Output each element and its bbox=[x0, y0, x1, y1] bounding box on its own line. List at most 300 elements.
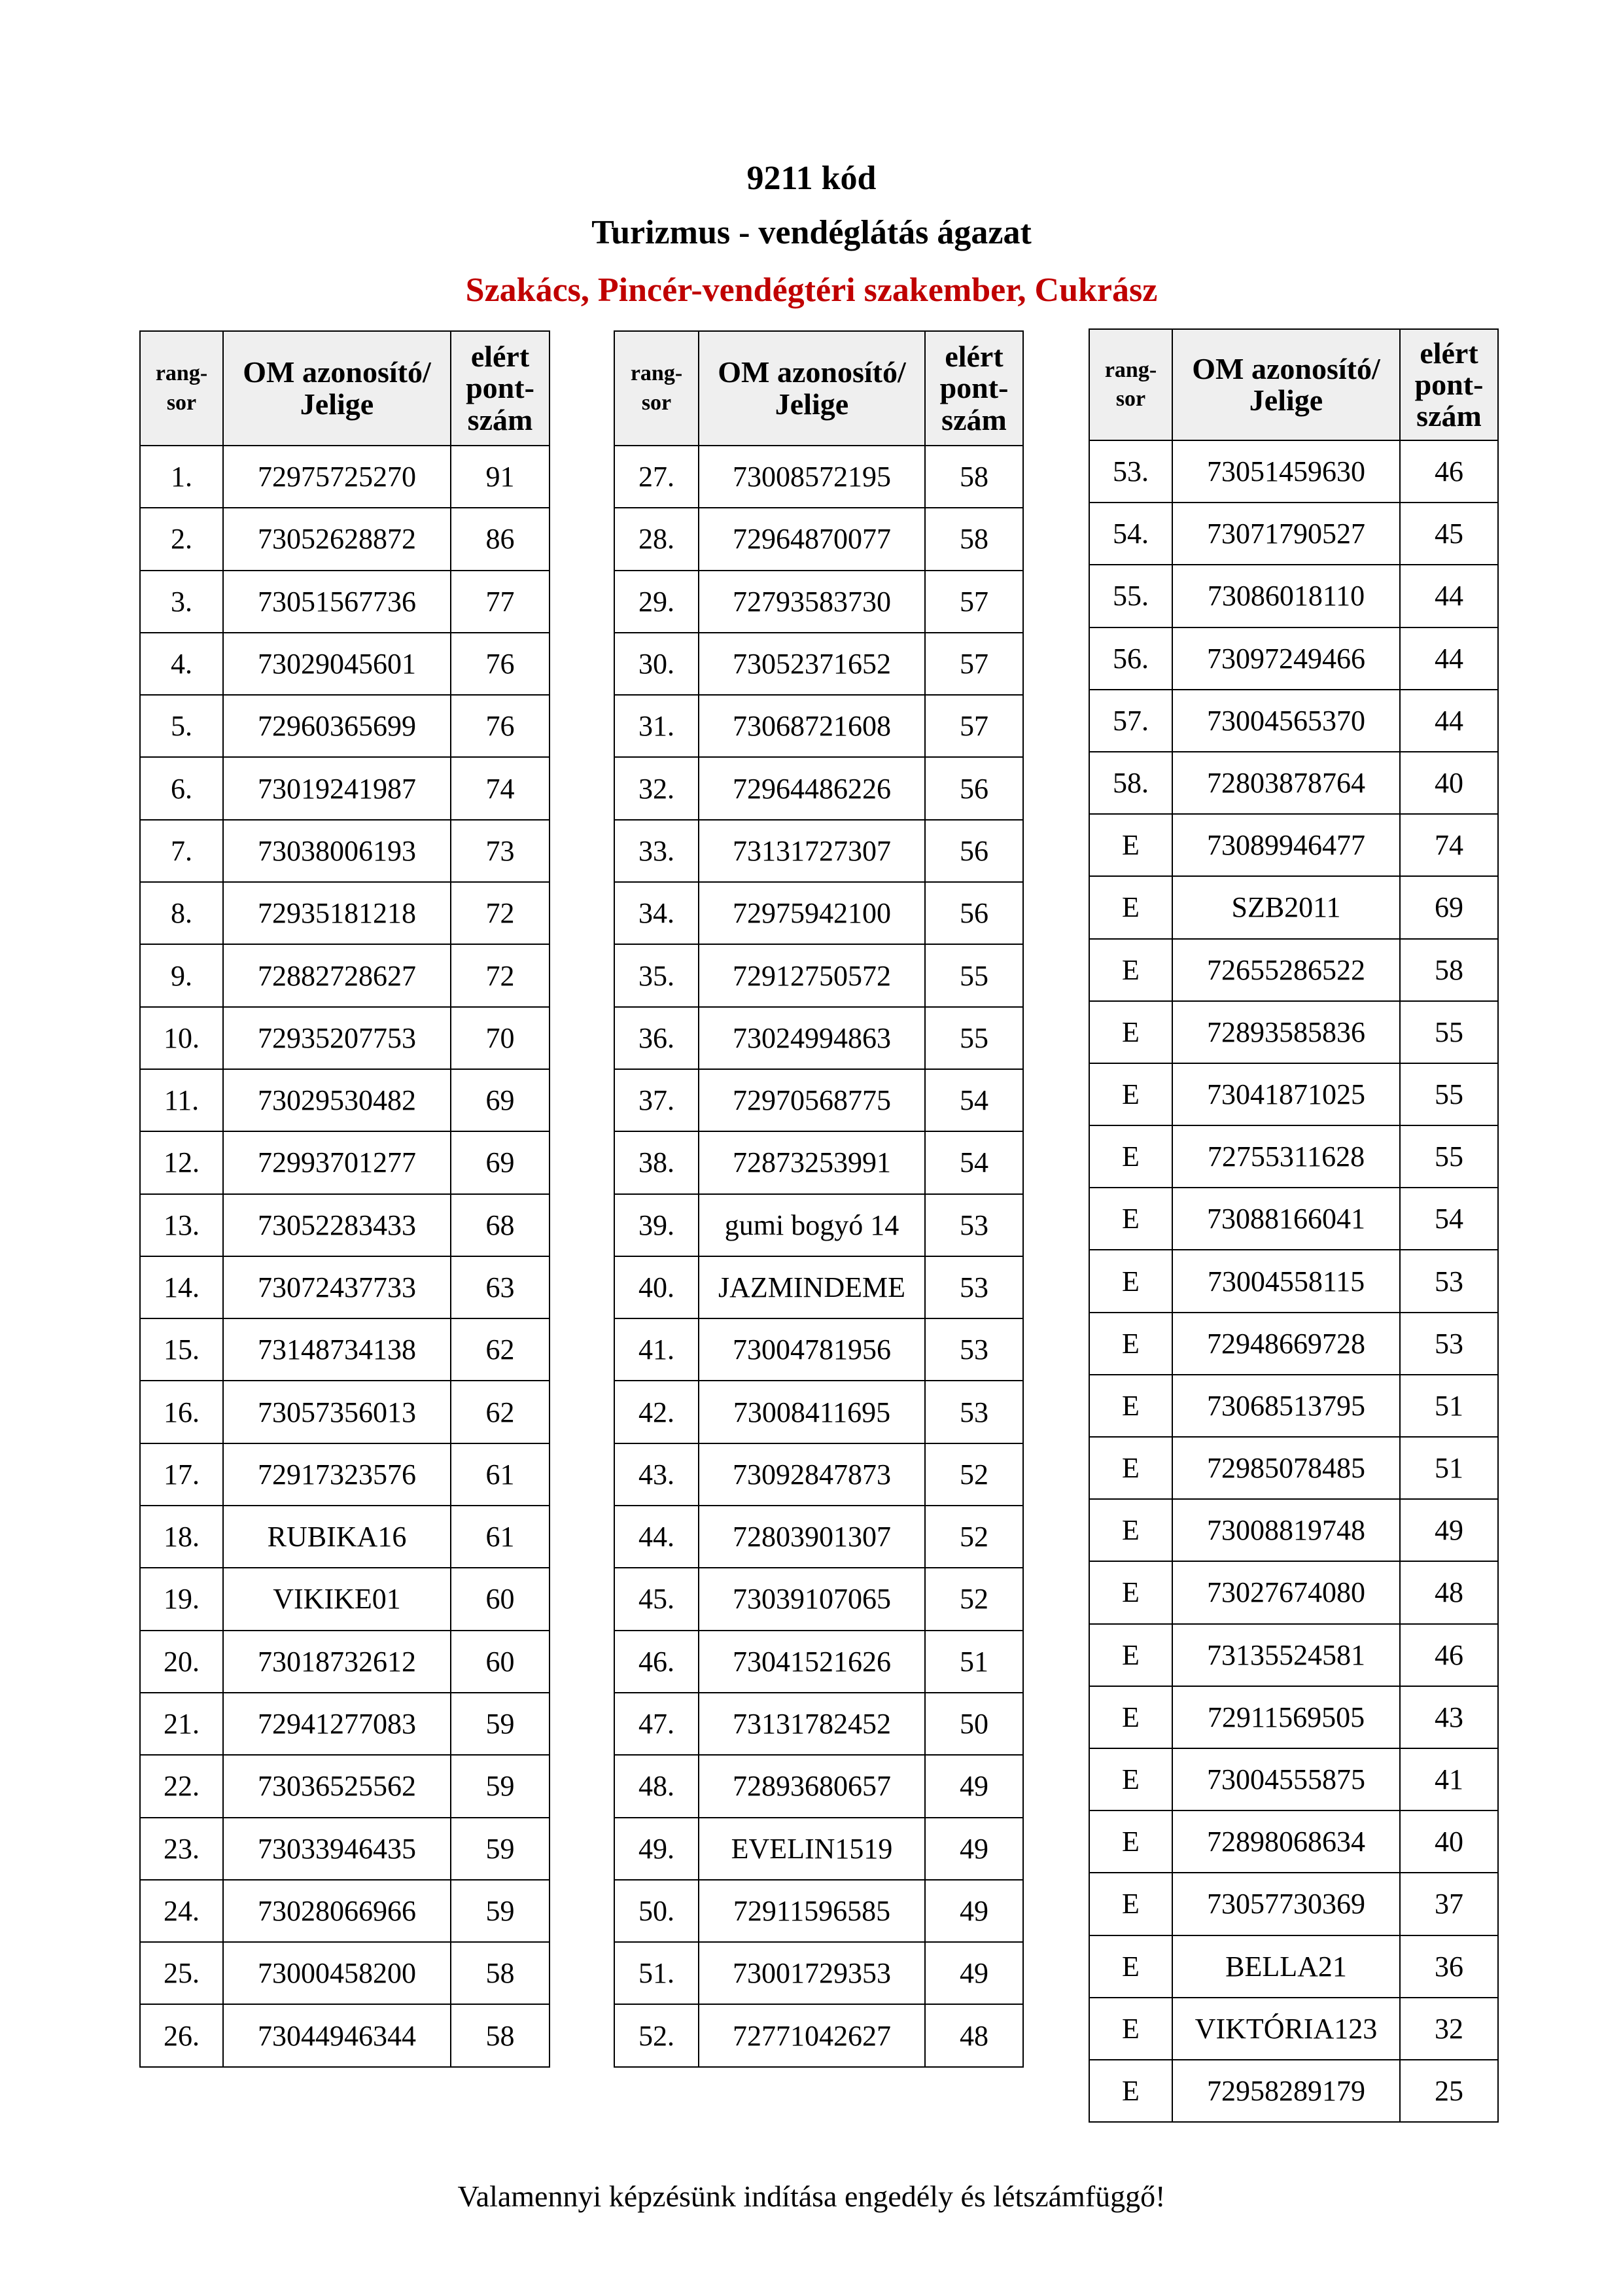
rank-cell: 26. bbox=[140, 2004, 223, 2066]
om-cell: 73051567736 bbox=[223, 571, 451, 633]
om-cell: 73131782452 bbox=[699, 1693, 925, 1755]
table-row bbox=[1089, 1188, 1498, 1250]
om-cell: 72793583730 bbox=[699, 571, 925, 633]
points-header: elért pont- szám bbox=[451, 331, 550, 446]
om-cell: 73004781956 bbox=[699, 1318, 925, 1381]
om-cell: 72975942100 bbox=[699, 882, 925, 944]
table-row bbox=[614, 633, 1023, 695]
points-cell: 53 bbox=[925, 1318, 1023, 1381]
table-row bbox=[614, 1942, 1023, 2004]
om-cell: 73135524581 bbox=[1172, 1624, 1400, 1686]
om-cell: 72993701277 bbox=[223, 1131, 451, 1193]
rank-cell: 41. bbox=[614, 1318, 699, 1381]
table-row bbox=[1089, 939, 1498, 1001]
points-cell: 51 bbox=[1400, 1375, 1498, 1437]
om-cell: 72655286522 bbox=[1172, 939, 1400, 1001]
rank-cell: 11. bbox=[140, 1069, 223, 1131]
rank-cell: 7. bbox=[140, 820, 223, 882]
points-cell: 52 bbox=[925, 1568, 1023, 1630]
rank-cell: 6. bbox=[140, 757, 223, 819]
points-cell: 61 bbox=[451, 1443, 550, 1506]
rank-cell: 55. bbox=[1089, 565, 1172, 627]
rank-header: rang- sor bbox=[614, 331, 699, 446]
table-row bbox=[140, 757, 550, 819]
table-row bbox=[614, 1318, 1023, 1381]
points-cell: 48 bbox=[1400, 1561, 1498, 1623]
points-cell: 56 bbox=[925, 882, 1023, 944]
rank-cell: E bbox=[1089, 1686, 1172, 1748]
rank-cell: 51. bbox=[614, 1942, 699, 2004]
rank-cell: 56. bbox=[1089, 627, 1172, 690]
points-cell: 63 bbox=[451, 1256, 550, 1318]
om-cell: 73029530482 bbox=[223, 1069, 451, 1131]
rank-cell: 14. bbox=[140, 1256, 223, 1318]
om-cell: 73004565370 bbox=[1172, 690, 1400, 752]
rank-cell: E bbox=[1089, 1873, 1172, 1935]
rank-cell: E bbox=[1089, 1935, 1172, 1998]
points-cell: 73 bbox=[451, 820, 550, 882]
points-cell: 50 bbox=[925, 1693, 1023, 1755]
om-cell: 72917323576 bbox=[223, 1443, 451, 1506]
rank-cell: E bbox=[1089, 1748, 1172, 1810]
table-row bbox=[1089, 1063, 1498, 1125]
om-cell: 73092847873 bbox=[699, 1443, 925, 1506]
points-cell: 51 bbox=[1400, 1437, 1498, 1499]
points-cell: 91 bbox=[451, 446, 550, 508]
document-code: 9211 kód bbox=[746, 160, 877, 197]
rank-cell: 29. bbox=[614, 571, 699, 633]
table-row bbox=[140, 1256, 550, 1318]
points-cell: 44 bbox=[1400, 627, 1498, 690]
table-row bbox=[140, 695, 550, 757]
rank-cell: 39. bbox=[614, 1194, 699, 1256]
points-cell: 59 bbox=[451, 1818, 550, 1880]
footer-note: Valamennyi képzésünk indítása engedély és létszámfüggő! bbox=[457, 2180, 1166, 2213]
rank-cell: 54. bbox=[1089, 503, 1172, 565]
points-cell: 72 bbox=[451, 944, 550, 1006]
rank-cell: 32. bbox=[614, 757, 699, 819]
rank-cell: 37. bbox=[614, 1069, 699, 1131]
table-row bbox=[614, 1693, 1023, 1755]
rank-header: rang- sor bbox=[140, 331, 223, 446]
points-cell: 55 bbox=[1400, 1001, 1498, 1063]
table-row bbox=[140, 1693, 550, 1755]
om-cell: 72893680657 bbox=[699, 1755, 925, 1817]
table-row bbox=[614, 1381, 1023, 1443]
table-row bbox=[614, 571, 1023, 633]
table-row bbox=[614, 1007, 1023, 1069]
rank-cell: 42. bbox=[614, 1381, 699, 1443]
points-cell: 53 bbox=[925, 1256, 1023, 1318]
rank-cell: 10. bbox=[140, 1007, 223, 1069]
table-row bbox=[614, 1443, 1023, 1506]
om-cell: 73004555875 bbox=[1172, 1748, 1400, 1810]
table-row bbox=[1089, 876, 1498, 938]
om-cell: 73041871025 bbox=[1172, 1063, 1400, 1125]
om-cell: SZB2011 bbox=[1172, 876, 1400, 938]
points-cell: 40 bbox=[1400, 1810, 1498, 1873]
table-row bbox=[1089, 752, 1498, 814]
points-cell: 59 bbox=[451, 1693, 550, 1755]
rank-cell: E bbox=[1089, 1313, 1172, 1375]
om-cell: 73033946435 bbox=[223, 1818, 451, 1880]
rank-cell: 30. bbox=[614, 633, 699, 695]
om-cell: 73068513795 bbox=[1172, 1375, 1400, 1437]
rank-cell: 25. bbox=[140, 1942, 223, 2004]
points-cell: 57 bbox=[925, 695, 1023, 757]
om-cell: 73019241987 bbox=[223, 757, 451, 819]
table-row bbox=[614, 1755, 1023, 1817]
om-cell: 72985078485 bbox=[1172, 1437, 1400, 1499]
om-cell: 73068721608 bbox=[699, 695, 925, 757]
table-row bbox=[140, 1631, 550, 1693]
om-cell: JAZMINDEME bbox=[699, 1256, 925, 1318]
table-row bbox=[1089, 503, 1498, 565]
table-row bbox=[140, 1818, 550, 1880]
points-cell: 55 bbox=[1400, 1063, 1498, 1125]
table-header-row bbox=[140, 331, 550, 446]
om-cell: 72755311628 bbox=[1172, 1125, 1400, 1188]
table-row bbox=[1089, 1561, 1498, 1623]
om-cell: 72898068634 bbox=[1172, 1810, 1400, 1873]
rank-cell: 20. bbox=[140, 1631, 223, 1693]
om-cell: 73086018110 bbox=[1172, 565, 1400, 627]
points-cell: 60 bbox=[451, 1568, 550, 1630]
om-cell: VIKIKE01 bbox=[223, 1568, 451, 1630]
om-cell: 73029045601 bbox=[223, 633, 451, 695]
points-cell: 53 bbox=[1400, 1250, 1498, 1312]
points-cell: 60 bbox=[451, 1631, 550, 1693]
table-row bbox=[614, 1194, 1023, 1256]
rank-cell: 53. bbox=[1089, 440, 1172, 503]
rank-cell: 12. bbox=[140, 1131, 223, 1193]
points-cell: 58 bbox=[451, 1942, 550, 2004]
om-cell: 72941277083 bbox=[223, 1693, 451, 1755]
table-row bbox=[1089, 1125, 1498, 1188]
points-cell: 53 bbox=[925, 1381, 1023, 1443]
rank-cell: E bbox=[1089, 1561, 1172, 1623]
points-cell: 49 bbox=[925, 1818, 1023, 1880]
rank-cell: E bbox=[1089, 1810, 1172, 1873]
om-cell: 72911569505 bbox=[1172, 1686, 1400, 1748]
table-row bbox=[140, 1755, 550, 1817]
table-row bbox=[140, 944, 550, 1006]
table-row bbox=[1089, 440, 1498, 503]
table-row bbox=[614, 1256, 1023, 1318]
om-cell: 73089946477 bbox=[1172, 814, 1400, 876]
om-cell: 73027674080 bbox=[1172, 1561, 1400, 1623]
om-cell: gumi bogyó 14 bbox=[699, 1194, 925, 1256]
rank-cell: 13. bbox=[140, 1194, 223, 1256]
rank-cell: 17. bbox=[140, 1443, 223, 1506]
rank-cell: 31. bbox=[614, 695, 699, 757]
points-cell: 53 bbox=[1400, 1313, 1498, 1375]
table-row bbox=[1089, 1998, 1498, 2060]
rank-cell: E bbox=[1089, 1499, 1172, 1561]
rank-cell: 46. bbox=[614, 1631, 699, 1693]
table-row bbox=[614, 446, 1023, 508]
table-row bbox=[1089, 1250, 1498, 1312]
rank-cell: E bbox=[1089, 1125, 1172, 1188]
points-cell: 43 bbox=[1400, 1686, 1498, 1748]
table-row bbox=[614, 882, 1023, 944]
om-cell: 73000458200 bbox=[223, 1942, 451, 2004]
om-cell: 73057730369 bbox=[1172, 1873, 1400, 1935]
points-cell: 54 bbox=[925, 1131, 1023, 1193]
rank-cell: E bbox=[1089, 1624, 1172, 1686]
om-cell: 73051459630 bbox=[1172, 440, 1400, 503]
points-cell: 54 bbox=[925, 1069, 1023, 1131]
om-cell: 73001729353 bbox=[699, 1942, 925, 2004]
points-cell: 44 bbox=[1400, 690, 1498, 752]
om-cell: 73038006193 bbox=[223, 820, 451, 882]
om-cell: 72803901307 bbox=[699, 1506, 925, 1568]
rank-cell: E bbox=[1089, 939, 1172, 1001]
table-row bbox=[140, 446, 550, 508]
points-cell: 72 bbox=[451, 882, 550, 944]
rank-cell: 43. bbox=[614, 1443, 699, 1506]
om-cell: 73052371652 bbox=[699, 633, 925, 695]
rank-cell: 18. bbox=[140, 1506, 223, 1568]
om-header: OM azonosító/ Jelige bbox=[223, 331, 451, 446]
om-cell: 73041521626 bbox=[699, 1631, 925, 1693]
table-row bbox=[1089, 1375, 1498, 1437]
rank-cell: 19. bbox=[140, 1568, 223, 1630]
rank-cell: 1. bbox=[140, 446, 223, 508]
points-cell: 48 bbox=[925, 2004, 1023, 2066]
table-row bbox=[614, 1506, 1023, 1568]
table-row bbox=[614, 1131, 1023, 1193]
om-cell: 72964486226 bbox=[699, 757, 925, 819]
rank-cell: 24. bbox=[140, 1880, 223, 1942]
sector-title: Turizmus - vendéglátás ágazat bbox=[591, 214, 1032, 251]
points-cell: 32 bbox=[1400, 1998, 1498, 2060]
rank-cell: 28. bbox=[614, 508, 699, 570]
rank-cell: 35. bbox=[614, 944, 699, 1006]
om-cell: 73057356013 bbox=[223, 1381, 451, 1443]
rank-cell: E bbox=[1089, 1250, 1172, 1312]
table-row bbox=[1089, 1313, 1498, 1375]
om-cell: 72958289179 bbox=[1172, 2060, 1400, 2122]
points-cell: 69 bbox=[451, 1069, 550, 1131]
om-cell: 73097249466 bbox=[1172, 627, 1400, 690]
om-cell: 72970568775 bbox=[699, 1069, 925, 1131]
rank-cell: 9. bbox=[140, 944, 223, 1006]
table-row bbox=[140, 1131, 550, 1193]
ranking-table-2 bbox=[614, 330, 1024, 2068]
points-cell: 86 bbox=[451, 508, 550, 570]
table-row bbox=[140, 820, 550, 882]
points-cell: 58 bbox=[1400, 939, 1498, 1001]
table-row bbox=[1089, 1001, 1498, 1063]
rank-cell: 5. bbox=[140, 695, 223, 757]
table-row bbox=[614, 1069, 1023, 1131]
om-cell: 73044946344 bbox=[223, 2004, 451, 2066]
table-row bbox=[140, 1007, 550, 1069]
table-row bbox=[614, 2004, 1023, 2066]
points-cell: 58 bbox=[925, 508, 1023, 570]
table-row bbox=[614, 1880, 1023, 1942]
rank-cell: 2. bbox=[140, 508, 223, 570]
points-cell: 58 bbox=[925, 446, 1023, 508]
points-cell: 54 bbox=[1400, 1188, 1498, 1250]
rank-cell: 33. bbox=[614, 820, 699, 882]
ranking-table-3 bbox=[1089, 328, 1499, 2123]
rank-cell: 45. bbox=[614, 1568, 699, 1630]
points-cell: 41 bbox=[1400, 1748, 1498, 1810]
rank-cell: E bbox=[1089, 1375, 1172, 1437]
rank-header: rang- sor bbox=[1089, 329, 1172, 440]
table-row bbox=[140, 1069, 550, 1131]
rank-cell: E bbox=[1089, 876, 1172, 938]
rank-cell: 48. bbox=[614, 1755, 699, 1817]
points-cell: 59 bbox=[451, 1755, 550, 1817]
om-cell: 72912750572 bbox=[699, 944, 925, 1006]
points-cell: 55 bbox=[925, 944, 1023, 1006]
points-cell: 46 bbox=[1400, 440, 1498, 503]
points-cell: 53 bbox=[925, 1194, 1023, 1256]
table-row bbox=[1089, 1873, 1498, 1935]
table-row bbox=[140, 508, 550, 570]
table-row bbox=[1089, 627, 1498, 690]
rank-cell: 52. bbox=[614, 2004, 699, 2066]
table-row bbox=[140, 1506, 550, 1568]
points-cell: 74 bbox=[1400, 814, 1498, 876]
om-cell: 72935181218 bbox=[223, 882, 451, 944]
points-cell: 55 bbox=[1400, 1125, 1498, 1188]
rank-cell: E bbox=[1089, 1001, 1172, 1063]
points-cell: 56 bbox=[925, 757, 1023, 819]
table-row bbox=[614, 1568, 1023, 1630]
table-row bbox=[140, 1381, 550, 1443]
om-cell: 72882728627 bbox=[223, 944, 451, 1006]
table-header-row bbox=[1089, 329, 1498, 440]
points-cell: 62 bbox=[451, 1318, 550, 1381]
rank-cell: E bbox=[1089, 2060, 1172, 2122]
table-row bbox=[140, 882, 550, 944]
points-cell: 57 bbox=[925, 571, 1023, 633]
om-cell: 72803878764 bbox=[1172, 752, 1400, 814]
points-cell: 52 bbox=[925, 1443, 1023, 1506]
om-cell: 73008572195 bbox=[699, 446, 925, 508]
rank-cell: 16. bbox=[140, 1381, 223, 1443]
rank-cell: 38. bbox=[614, 1131, 699, 1193]
om-cell: BELLA21 bbox=[1172, 1935, 1400, 1998]
table-row bbox=[1089, 1686, 1498, 1748]
om-cell: 72948669728 bbox=[1172, 1313, 1400, 1375]
table-row bbox=[614, 757, 1023, 819]
points-cell: 36 bbox=[1400, 1935, 1498, 1998]
table-row bbox=[1089, 1748, 1498, 1810]
rank-cell: E bbox=[1089, 1437, 1172, 1499]
points-header: elért pont- szám bbox=[925, 331, 1023, 446]
rank-cell: 49. bbox=[614, 1818, 699, 1880]
om-cell: VIKTÓRIA123 bbox=[1172, 1998, 1400, 2060]
points-cell: 74 bbox=[451, 757, 550, 819]
points-cell: 69 bbox=[1400, 876, 1498, 938]
om-cell: 72771042627 bbox=[699, 2004, 925, 2066]
om-cell: 73018732612 bbox=[223, 1631, 451, 1693]
om-cell: 73039107065 bbox=[699, 1568, 925, 1630]
table-row bbox=[140, 1568, 550, 1630]
om-cell: 72960365699 bbox=[223, 695, 451, 757]
table-row bbox=[140, 1318, 550, 1381]
rank-cell: E bbox=[1089, 1063, 1172, 1125]
om-cell: RUBIKA16 bbox=[223, 1506, 451, 1568]
points-cell: 37 bbox=[1400, 1873, 1498, 1935]
rank-cell: 40. bbox=[614, 1256, 699, 1318]
ranking-table-1 bbox=[139, 330, 550, 2068]
om-cell: 73071790527 bbox=[1172, 503, 1400, 565]
om-cell: 72975725270 bbox=[223, 446, 451, 508]
rank-cell: 3. bbox=[140, 571, 223, 633]
om-cell: 72935207753 bbox=[223, 1007, 451, 1069]
om-cell: 73008411695 bbox=[699, 1381, 925, 1443]
rank-cell: 15. bbox=[140, 1318, 223, 1381]
points-cell: 55 bbox=[925, 1007, 1023, 1069]
table-row bbox=[1089, 1935, 1498, 1998]
table-row bbox=[1089, 1810, 1498, 1873]
rank-cell: 44. bbox=[614, 1506, 699, 1568]
table-row bbox=[614, 695, 1023, 757]
table-row bbox=[140, 1443, 550, 1506]
table-header-row bbox=[614, 331, 1023, 446]
points-cell: 69 bbox=[451, 1131, 550, 1193]
rank-cell: E bbox=[1089, 1998, 1172, 2060]
om-cell: 73052283433 bbox=[223, 1194, 451, 1256]
rank-cell: 27. bbox=[614, 446, 699, 508]
points-cell: 49 bbox=[925, 1880, 1023, 1942]
om-cell: 72893585836 bbox=[1172, 1001, 1400, 1063]
table-row bbox=[1089, 1437, 1498, 1499]
points-cell: 49 bbox=[1400, 1499, 1498, 1561]
rank-cell: 8. bbox=[140, 882, 223, 944]
om-cell: 73024994863 bbox=[699, 1007, 925, 1069]
points-cell: 58 bbox=[451, 2004, 550, 2066]
points-header: elért pont- szám bbox=[1400, 329, 1498, 440]
rank-cell: 34. bbox=[614, 882, 699, 944]
table-row bbox=[614, 1631, 1023, 1693]
points-cell: 59 bbox=[451, 1880, 550, 1942]
rank-cell: 47. bbox=[614, 1693, 699, 1755]
rank-cell: 4. bbox=[140, 633, 223, 695]
points-cell: 40 bbox=[1400, 752, 1498, 814]
om-cell: 73008819748 bbox=[1172, 1499, 1400, 1561]
om-cell: 73148734138 bbox=[223, 1318, 451, 1381]
table-row bbox=[614, 1818, 1023, 1880]
points-cell: 49 bbox=[925, 1942, 1023, 2004]
rank-cell: 58. bbox=[1089, 752, 1172, 814]
points-cell: 25 bbox=[1400, 2060, 1498, 2122]
table-row bbox=[1089, 814, 1498, 876]
rank-cell: E bbox=[1089, 814, 1172, 876]
professions-title: Szakács, Pincér-vendégtéri szakember, Cukrász bbox=[465, 272, 1158, 309]
rank-cell: 36. bbox=[614, 1007, 699, 1069]
points-cell: 52 bbox=[925, 1506, 1023, 1568]
points-cell: 62 bbox=[451, 1381, 550, 1443]
table-row bbox=[140, 1194, 550, 1256]
rank-cell: 22. bbox=[140, 1755, 223, 1817]
table-row bbox=[140, 1942, 550, 2004]
points-cell: 56 bbox=[925, 820, 1023, 882]
om-cell: 73036525562 bbox=[223, 1755, 451, 1817]
points-cell: 77 bbox=[451, 571, 550, 633]
om-cell: EVELIN1519 bbox=[699, 1818, 925, 1880]
table-row bbox=[1089, 1499, 1498, 1561]
table-row bbox=[614, 944, 1023, 1006]
rank-cell: 23. bbox=[140, 1818, 223, 1880]
om-cell: 72964870077 bbox=[699, 508, 925, 570]
